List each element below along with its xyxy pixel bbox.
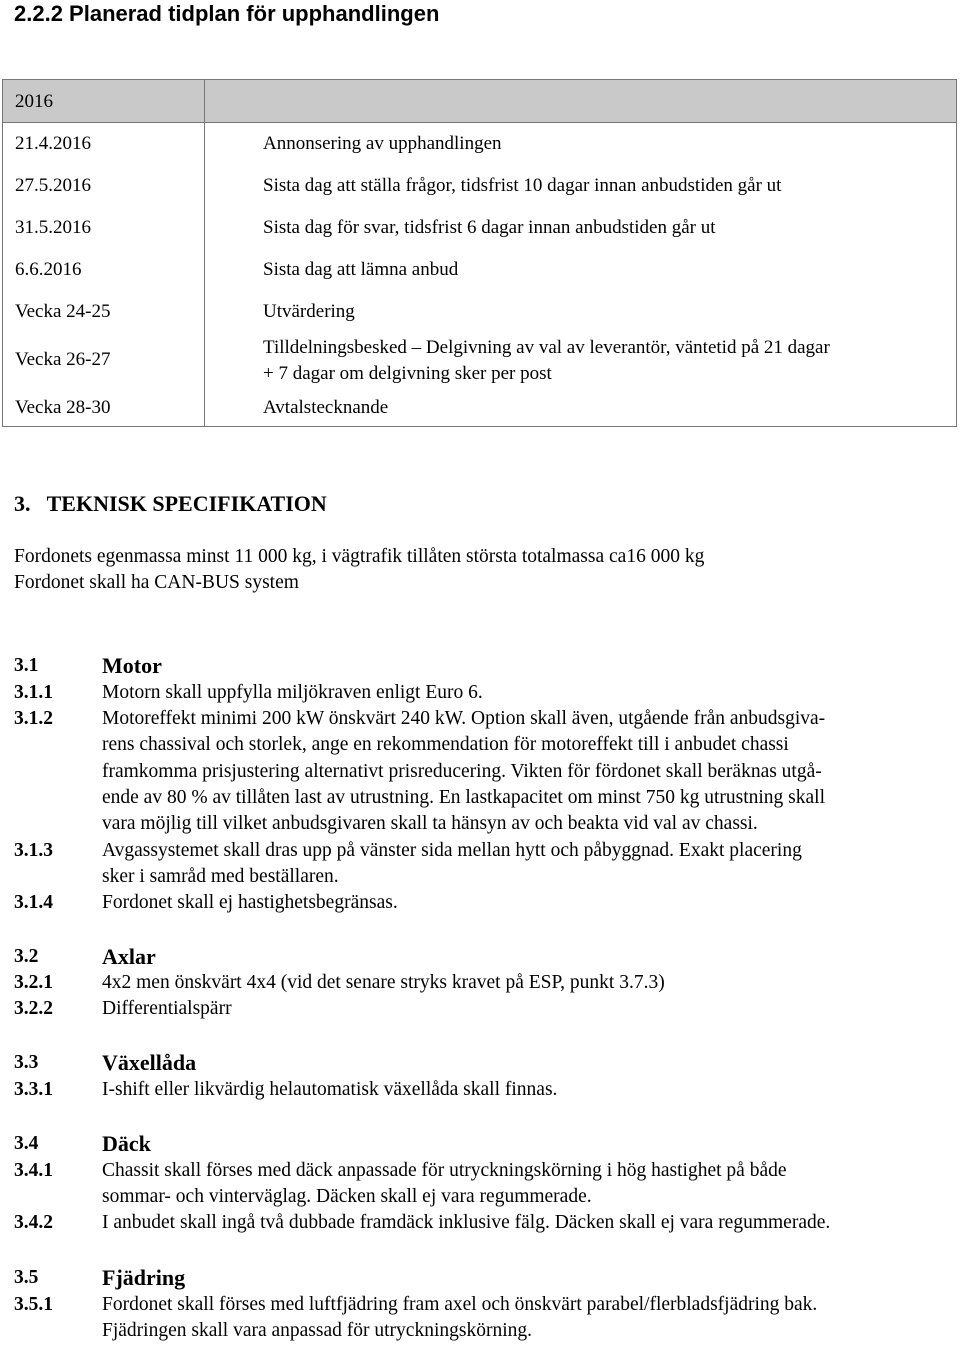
intro-line: Fordonet skall ha CAN-BUS system [14,572,299,593]
item-number: 3.2.2 [14,998,53,1019]
item-text: Fordonet skall förses med luftfjädring fram axel och önskvärt parabel/flerbladsfjädring bak. Fjädringen skall vara anpassad för utryckningskörning. [102,1294,818,1342]
schedule-year: 2016 [15,91,53,112]
schedule-event: Tilldelningsbesked – Delgivning av val av leverantör, väntetid på 21 dagar [263,337,830,358]
item-text: Fordonet skall ej hastighetsbegränsas. [102,892,398,913]
item-number: 3.1.4 [14,892,53,913]
item-number: 3.4.1 [14,1160,53,1181]
schedule-date: 27.5.2016 [15,175,91,196]
subsection-number: 3.1 [14,655,39,676]
section-title: 2.2.2 Planerad tidplan för upphandlingen [14,1,440,26]
item-text: Differentialspärr [102,998,232,1019]
schedule-event: Avtalstecknande [263,397,389,418]
intro-line: Fordonets egenmassa minst 11 000 kg, i vägtrafik tillåten största totalmassa ca16 000 kg [14,546,705,567]
schedule-event: Sista dag för svar, tidsfrist 6 dagar innan anbudstiden går ut [263,217,716,238]
item-text: I-shift eller likvärdig helautomatisk växellåda skall finnas. [102,1079,558,1100]
schedule-date: 31.5.2016 [15,217,91,238]
section-3-title: 3. TEKNISK SPECIFIKATION [14,491,327,516]
subsection-title: Motor [102,653,162,678]
item-text: Motorn skall uppfylla miljökraven enligt Euro 6. [102,682,483,703]
item-text: 4x2 men önskvärt 4x4 (vid det senare stryks kravet på ESP, punkt 3.7.3) [102,972,665,993]
item-number: 3.1.2 [14,708,53,729]
schedule-date: Vecka 24-25 [15,301,111,322]
schedule-table [2,79,957,427]
schedule-event: Annonsering av upphandlingen [263,133,502,154]
subsection-number: 3.5 [14,1267,39,1288]
schedule-date: Vecka 28-30 [15,397,111,418]
item-number: 3.4.2 [14,1212,53,1233]
item-number: 3.3.1 [14,1079,53,1100]
item-number: 3.1.3 [14,840,53,861]
subsection-title: Fjädring [102,1265,186,1290]
subsection-title: Axlar [102,944,156,969]
item-text: I anbudet skall ingå två dubbade framdäck inklusive fälg. Däcken skall ej vara regummerade. [102,1212,831,1233]
schedule-header-row [3,80,956,123]
column-divider [204,80,205,426]
schedule-event: Utvärdering [263,301,355,322]
subsection-number: 3.4 [14,1133,39,1154]
item-text: Chassit skall förses med däck anpassade för utryckningskörning i hög hastighet på både sommar- och vinterväglag. Däcken skall ej vara regummerade. [102,1160,787,1208]
item-text: Avgassystemet skall dras upp på vänster sida mellan hytt och påbyggnad. Exakt placering sker i samråd med beställaren. [102,840,802,888]
schedule-event: + 7 dagar om delgivning sker per post [263,363,552,384]
item-text: Motoreffekt minimi 200 kW önskvärt 240 kW. Option skall även, utgående från anbudsgiva- rens chassival och storlek, ange en rekommendation för motoreffekt till i anbudet chassi framkomma prisjustering alternativt prisreducering. Vikten för fördonet skall beräknas utgå- ende av 80 % av tillåten last av utrustning. En lastkapacitet om minst 750 kg utrustning skall vara möjlig till vilket anbudsgivaren skall ta hänsyn av och beakta vid val av chassi. [102,708,826,835]
subsection-title: Växellåda [102,1050,197,1075]
schedule-event: Sista dag att lämna anbud [263,259,459,280]
schedule-date: Vecka 26-27 [15,349,111,370]
subsection-title: Däck [102,1131,151,1156]
item-number: 3.2.1 [14,972,53,993]
item-number: 3.5.1 [14,1294,53,1315]
schedule-date: 6.6.2016 [15,259,82,280]
item-number: 3.1.1 [14,682,53,703]
subsection-number: 3.2 [14,946,39,967]
schedule-date: 21.4.2016 [15,133,91,154]
schedule-event: Sista dag att ställa frågor, tidsfrist 10 dagar innan anbudstiden går ut [263,175,782,196]
subsection-number: 3.3 [14,1052,39,1073]
